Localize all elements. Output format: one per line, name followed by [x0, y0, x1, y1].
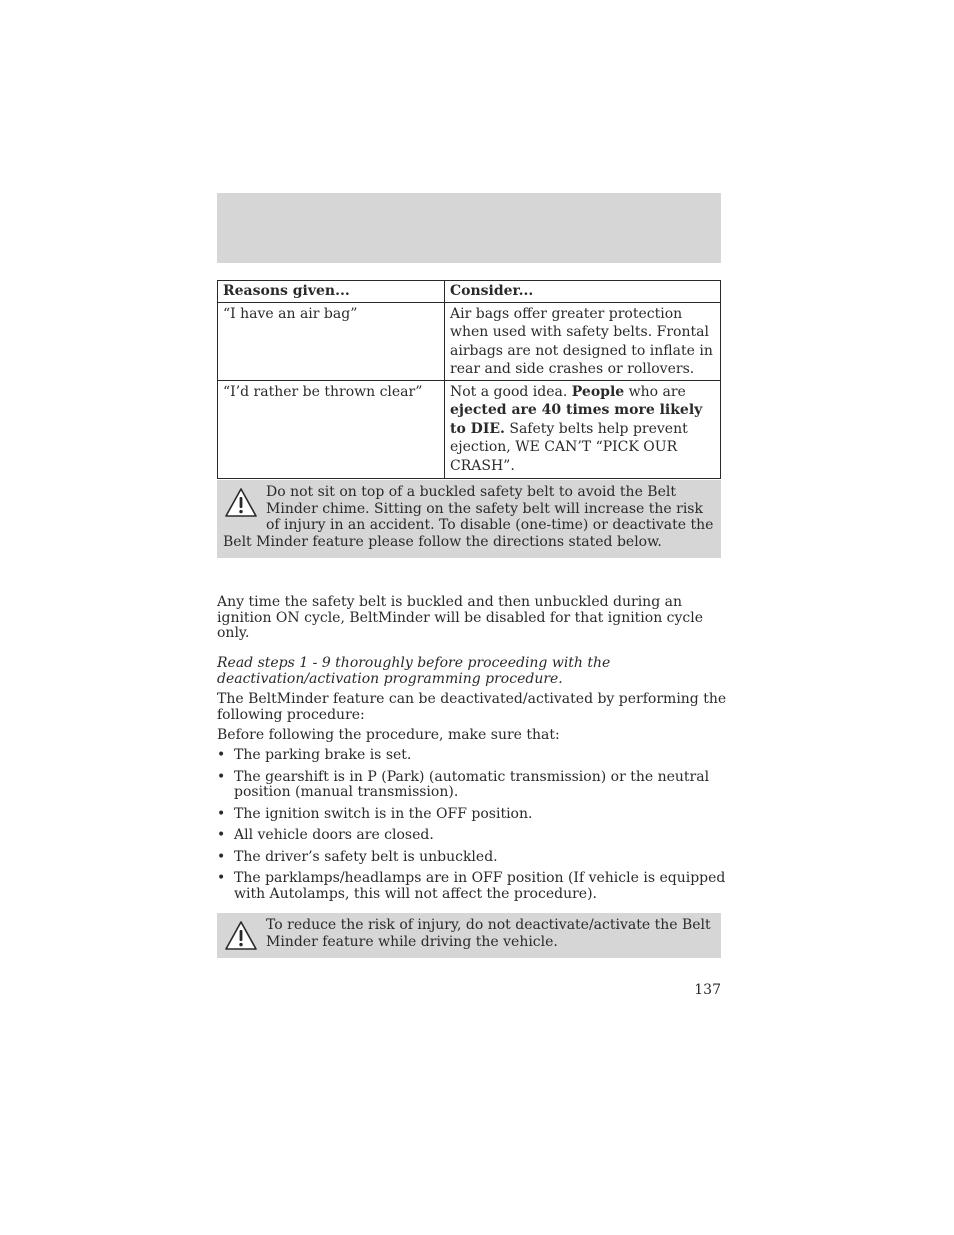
table-header-consider: Consider...: [445, 281, 721, 303]
reason-cell: “I have an air bag”: [218, 302, 445, 380]
list-item-text: The parklamps/headlamps are in OFF position (If vehicle is equipped with Autolamps, this will not affect the procedure).: [234, 870, 726, 902]
consider-cell: [445, 380, 721, 479]
bullet-icon: •: [217, 848, 226, 865]
warning-text: Do not sit on top of a buckled safety belt to avoid the Belt Minder chime. Sitting on the safety belt will increase the risk of injury in an accident. To disable (one-time) or deactivate the Belt Minder feature please follow the directions stated below.: [223, 484, 714, 550]
table-header-row: [218, 281, 721, 303]
list-item: [217, 850, 727, 866]
bullet-icon: •: [217, 827, 226, 843]
consider-cell: Air bags offer greater protection when used with safety belts. Frontal airbags are not designed to inflate in rear and side crashes or rollovers.: [445, 302, 721, 380]
reason-cell: “I’d rather be thrown clear”: [218, 380, 445, 479]
table-row: [218, 380, 721, 479]
list-item-text: The parking brake is set.: [234, 747, 412, 763]
consider-text: who are: [624, 383, 686, 400]
warning-triangle-icon: [223, 486, 259, 519]
list-item-text: The ignition switch is in the OFF position.: [234, 805, 533, 822]
section-header-band: [217, 193, 721, 263]
read-steps-note: Read steps 1 - 9 thoroughly before proceeding with the deactivation/activation programming procedure.: [217, 655, 611, 687]
precondition-list: [217, 748, 727, 908]
list-item: [217, 807, 727, 823]
list-item: [217, 828, 727, 844]
page-number: 137: [694, 982, 721, 998]
before-procedure-paragraph: Before following the procedure, make sure that:: [217, 727, 560, 743]
warning-box-driving: [217, 913, 721, 958]
consider-bold-text: ejected are 40 times more likely to DIE.: [450, 402, 703, 437]
list-item-text: The gearshift is in P (Park) (automatic transmission) or the neutral position (manual transmission).: [234, 768, 710, 800]
list-item: [217, 770, 727, 801]
list-item: [217, 871, 727, 902]
bullet-icon: •: [217, 870, 226, 886]
warning-text: To reduce the risk of injury, do not deactivate/activate the Belt Minder feature while driving the vehicle.: [266, 917, 711, 950]
procedure-intro-paragraph: The BeltMinder feature can be deactivated/activated by performing the following procedure:: [217, 691, 727, 723]
bullet-icon: •: [217, 768, 226, 785]
consider-text: Not a good idea.: [450, 383, 572, 400]
list-item: [217, 748, 727, 764]
warning-box-belt-minder: [217, 480, 721, 558]
table-header-reasons: Reasons given...: [218, 281, 445, 303]
consider-text: Safety belts help prevent ejection, WE CAN’T “PICK OUR CRASH”.: [450, 420, 688, 474]
warning-triangle-icon: [223, 919, 259, 952]
list-item-text: All vehicle doors are closed.: [234, 827, 434, 843]
list-item-text: The driver’s safety belt is unbuckled.: [234, 848, 498, 865]
bullet-icon: •: [217, 747, 226, 763]
bullet-icon: •: [217, 805, 226, 822]
reasons-table: [217, 280, 721, 479]
consider-bold-text: People: [571, 383, 625, 400]
table-row: [218, 302, 721, 380]
one-time-disable-paragraph: Any time the safety belt is buckled and then unbuckled during an ignition ON cycle, BeltMinder will be disabled for that ignition cycle only.: [217, 594, 704, 641]
